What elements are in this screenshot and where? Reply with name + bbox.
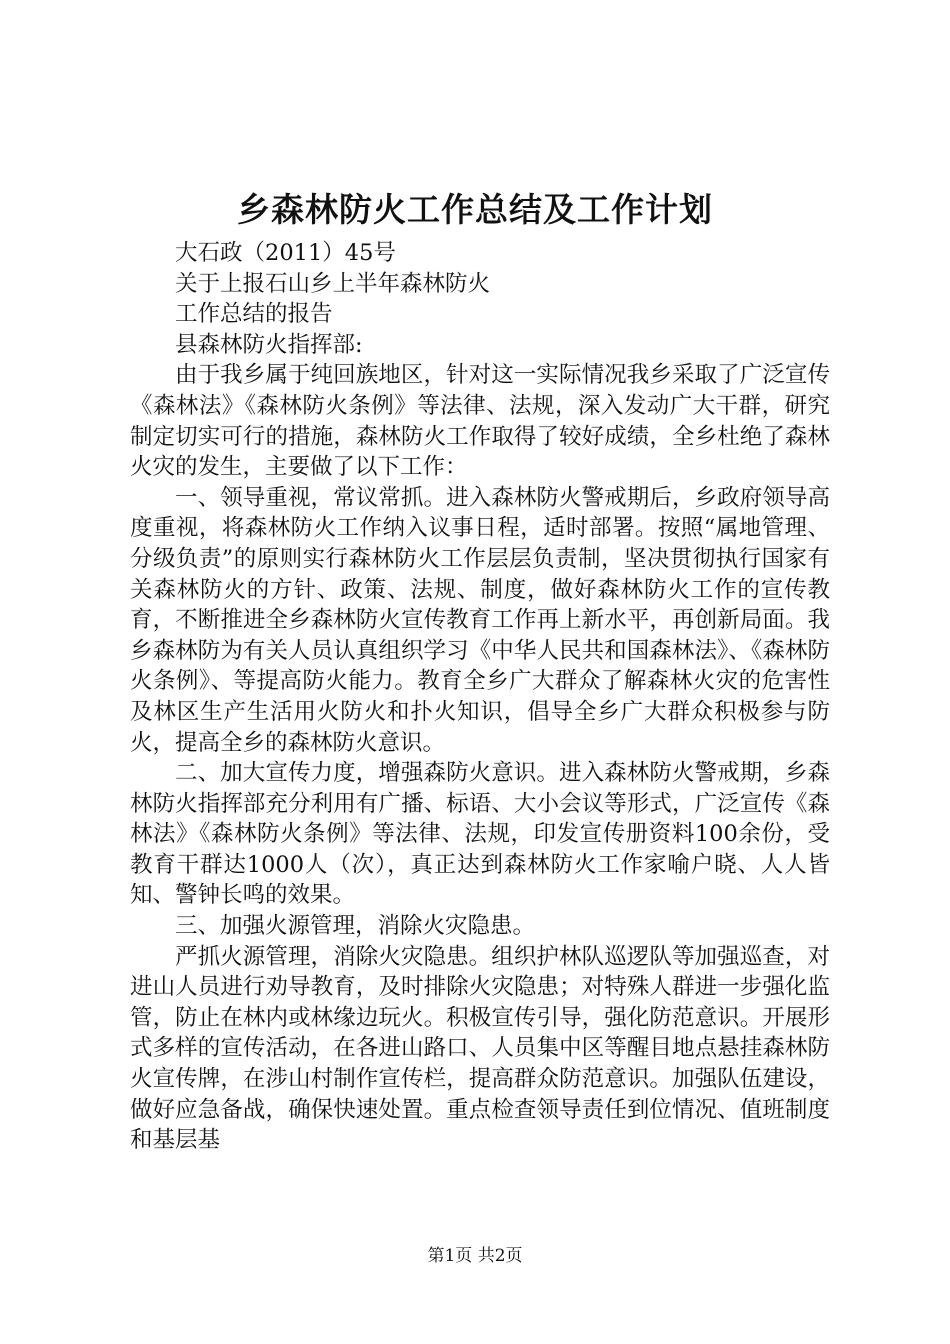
section-3-heading: 三、加强火源管理，消除火灾隐患。	[175, 913, 536, 940]
paragraph-section-1: 一、领导重视，常议常抓。进入森林防火警戒期后，乡政府领导高度重视，将森林防火工作纳入议事日程，适时部署。按照“属地管理、分级负责”的原则实行森林防火工作层层负责制，坚决贯彻执行国家有关森林防火的方针、政策、法规、制度，做好森林防火工作的宣传教育，不断推进全乡森林防火宣传教育工作再上新水平，再创新局面。我乡森林防为有关人员认真组织学习《中华人民共和国森林法》、《森林防火条例》、等提高防火能力。教育全乡广大群众了解森林火灾的危害性及林区生产生活用火防火和扑火知识，倡导全乡广大群众积极参与防火，提高全乡的森林防火意识。	[130, 484, 830, 756]
subject-line-2: 工作总结的报告	[175, 301, 333, 328]
addressee: 县森林防火指挥部:	[175, 331, 363, 358]
page-footer: 第1页 共2页	[427, 1246, 523, 1266]
subject-line-1: 关于上报石山乡上半年森林防火	[175, 270, 491, 297]
paragraph-section-2: 二、加大宣传力度，增强森防火意识。进入森林防火警戒期，乡森林防火指挥部充分利用有广播、标语、大小会议等形式，广泛宣传《森林法》《森林防火条例》等法律、法规，印发宣传册资料100余份，受教育干群达1000人（次），真正达到森林防火工作家喻户晓、人人皆知、警钟长鸣的效果。	[130, 760, 830, 909]
document-body	[130, 238, 830, 1156]
document-title: 乡森林防火工作总结及工作计划	[237, 190, 713, 229]
paragraph-intro: 由于我乡属于纯回族地区，针对这一实际情况我乡采取了广泛宣传《森林法》《森林防火条例》等法律、法规，深入发动广大干群，研究制定切实可行的措施，森林防火工作取得了较好成绩，全乡杜绝了森林火灾的发生，主要做了以下工作：	[130, 362, 830, 481]
paragraph-section-3: 严抓火源管理，消除火灾隐患。组织护林队巡逻队等加强巡查，对进山人员进行劝导教育，及时排除火灾隐患；对特殊人群进一步强化监管，防止在林内或林缘边玩火。积极宣传引导，强化防范意识。开展形式多样的宣传活动，在各进山路口、人员集中区等醒目地点悬挂森林防火宣传牌，在涉山村制作宣传栏，提高群众防范意识。加强队伍建设，做好应急备战，确保快速处置。重点检查领导责任到位情况、值班制度和基层基	[130, 943, 830, 1154]
doc-number: 大石政（2011）45号	[175, 240, 396, 266]
